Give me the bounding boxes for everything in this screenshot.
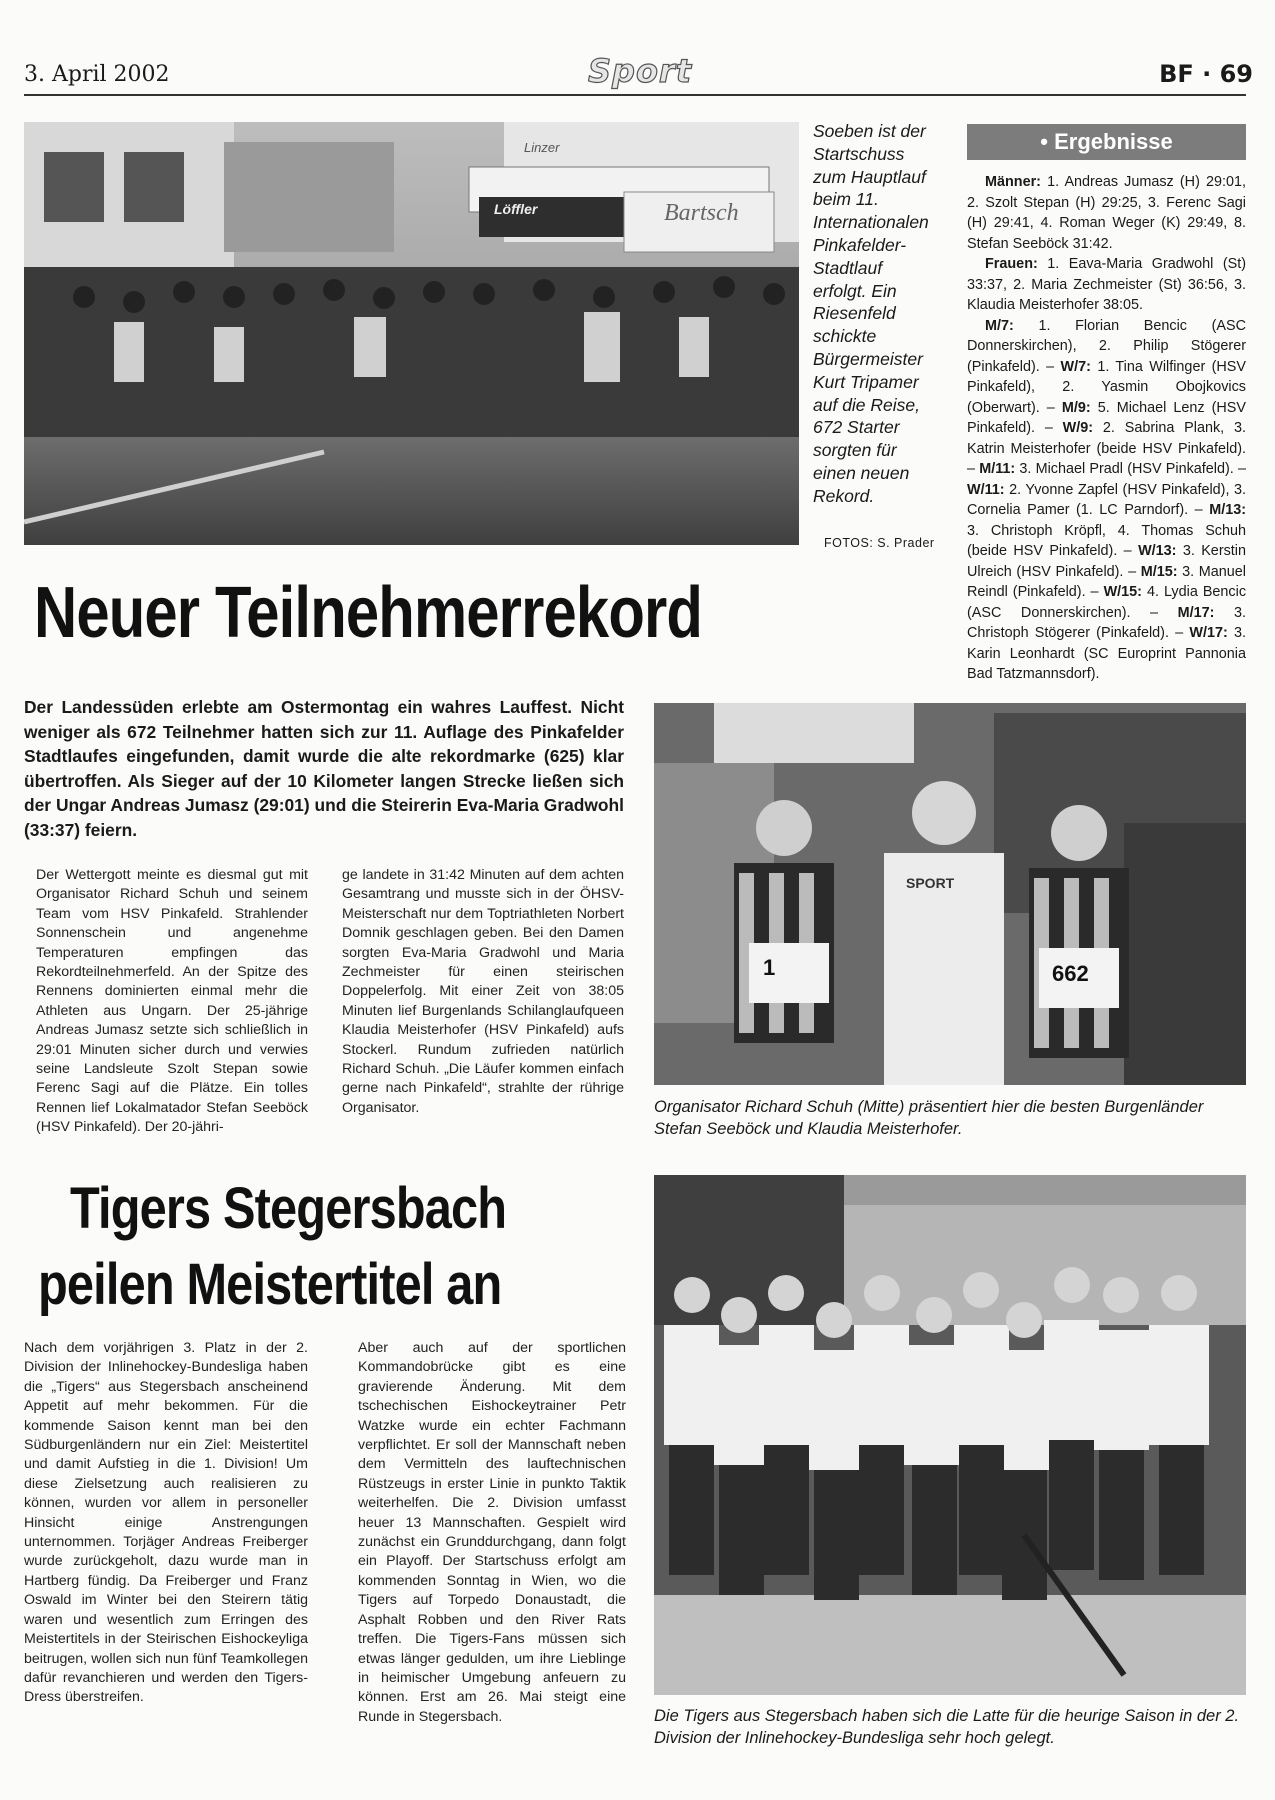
class-result: 3. Christoph Stögerer (Pinkafeld). – [967,604,1247,641]
class-label: M/9: [1061,399,1091,416]
shop-sign-text: Bartsch [664,200,739,226]
class-label: W/7: [1060,358,1091,375]
class-label: M/7: [985,317,1014,334]
results-heading: • Ergebnisse [967,124,1246,160]
class-result: 3. Michael Pradl (HSV Pinkafeld). – [1019,461,1246,477]
article1-column-1: Der Wettergott meinte es diesmal gut mit Organisator Richard Schuh und seinem Team vom HSV Pinkafeld. Strahlender Sonnenschein und angenehme Temperaturen empfingen das Rekordteilnehmerfeld. An der Spitze des Rennens dominierten einmal mehr die Athleten aus Ungarn. Der 25-jährige Andreas Jumasz setzte sich schließlich in 29:01 Minuten sicher durch und verwies seine Landsleute Szolt Stepan sowie Ferenc Sagi auf die Plätze. Ein tolles Rennen lief Lokalmatador Stefan Seeböck (HSV Pinkafeld). Der 20-jähri- [36,867,308,1136]
photo-credit: FOTOS: S. Prader [824,536,935,550]
photo1-caption: Soeben ist der Startschuss zum Hauptlauf beim 11. Internationalen Pinkafelder-Stadtlauf erfolgt. Ein Riesenfeld schickte Bürgermeister Kurt Tripamer auf die Reise, 672 Starter sorgten für einen neuen Rekord. [813,121,929,506]
results-men-label: Männer: [985,174,1041,190]
results-list [967,172,1246,685]
class-result: 5. Michael Lenz (HSV Pinkafeld). – [967,399,1247,436]
bib-number-left: 1 [763,955,776,980]
article1-lead: Der Landessüden erlebte am Ostermontag ein wahres Lauffest. Nicht weniger als 672 Teilnehmer hatten sich zur 11. Auflage des Pinkafelder Stadtlaufes eingefunden, damit wurde die alte rekordmarke (625) klar übertroffen. Als Sieger auf der 10 Kilometer langen Strecke ließen sich der Ungar Andreas Jumasz (29:01) und die Steirerin Eva-Maria Gradwohl (33:37) feiern. [24,697,624,840]
photo3-caption: Die Tigers aus Stegersbach haben sich die Latte für die heurige Saison in der 2. Division der Inlinehockey-Bundesliga sehr hoch gelegt. [654,1707,1240,1747]
class-result: 1. Florian Bencic (ASC Donnerskirchen), 2. Philip Stögerer (Pinkafeld). – [967,317,1247,375]
class-label: W/13: [1138,543,1177,559]
class-label: W/15: [1103,584,1142,600]
class-label: W/9: [1062,420,1094,436]
class-result: 3. Manuel Reindl (Pinkafeld). – [967,563,1246,600]
class-result: 3. Kerstin Ulreich (HSV Pinkafeld). – [967,543,1247,580]
article2-column-1: Nach dem vorjährigen 3. Platz in der 2. Division der Inlinehockey-Bundesliga haben die „Tigers“ aus Stegersbach anscheinend Appetit auf mehr bekommen. Für die kommende Saison kennt man bei den Südburgenländern nur ein Ziel: Meistertitel und damit Aufstieg in die 1. Division! Um diese Zielsetzung auch realisieren zu können, wurden vor allem in personeller Hinsicht einige Anstrengungen unternommen. Torjäger Andreas Freiberger wurde zurückgeholt, dazu wurde man in Hartberg fündig. Da Freiberger und Franz Oswald im Winter bei den Steirern tätig waren und wesentlich zum Erringen des Meistertitels in der Steirischen Eishockeyliga beitrugen, wollen sich nun fünf Teamkollegen dafür revanchieren und werden den Tigers-Dress überstreifen. [24,1340,308,1706]
class-label: M/17: [1177,604,1215,621]
results-men [967,172,1246,254]
results-women-label: Frauen: [985,256,1038,272]
results-women [967,254,1246,316]
class-label: W/11: [967,481,1005,498]
sponsor-banner-text: Löffler [494,201,538,217]
issue-date: 3. April 2002 [24,62,170,87]
article1-column-2: ge landete in 31:42 Minuten auf dem achten Gesamtrang und musste sich in der ÖHSV-Meisterschaft nur dem Toptriathleten Norbert Domnik geschlagen geben. Bei den Damen sorgten Eva-Maria Gradwohl und Maria Zechmeister für einen steirischen Doppelerfolg. Mit einer Zeit von 38:05 Minuten lief Burgenlands Schilanglaufqueen Klaudia Meisterhofer (HSV Pinkafeld) aufs Stockerl. Rundum zufrieden natürlich Richard Schuh. „Die Läufer kommen einfach gerne nach Pinkafeld“, strahlte der rührige Organisator. [342,867,624,1116]
class-result: 2. Yvonne Zapfel (HSV Pinkafeld), 3. Cornelia Pamer (1. LC Parndorf). – [967,481,1246,518]
winners-photo [654,703,1246,1085]
race-start-photo [24,122,799,545]
class-result: 3. Karin Leonhardt (SC Europrint Pannonia Bad Tatzmannsdorf). [967,625,1246,682]
class-label: M/13: [1209,502,1246,518]
results-men-text: 1. Andreas Jumasz (H) 29:01, 2. Szolt Stepan (H) 29:25, 3. Ferenc Sagi (H) 29:41, 4. Roman Weger (K) 29:49, 8. Stefan Seeböck 31:42. [967,174,1247,252]
team-photo [654,1175,1246,1695]
article2-headline-line1: Tigers Stegersbach [70,1176,507,1241]
class-result: 2. Sabrina Plank, 3. Katrin Meisterhofer (beide HSV Pinkafeld). – [967,420,1247,477]
page-number: BF · 69 [1159,60,1253,88]
article1-headline: Neuer Teilnehmerrekord [34,573,703,653]
class-label: W/17: [1189,625,1228,641]
article2-column-2: Aber auch auf der sportlichen Kommandobrücke gibt es eine gravierende Änderung. Mit dem tschechischen Eishockeytrainer Petr Watzke wurde ein echter Fachmann verpflichtet. Er soll der Mannschaft neben dem Vermitteln des lauftechnischen Rüstzeugs in erster Linie in punkto Taktik weiterhelfen. Die 2. Division umfasst heuer 13 Mannschaften. Gespielt wird zunächst ein Grunddurchgang, dann folgt ein Playoff. Der Startschuss erfolgt am kommenden Sonntag in Wien, wo die Tigers auf Torpedo Donaustadt, die Asphalt Robben und den River Rats treffen. Die Tigers-Fans müssen sich etwas länger gedulden, um ihre Lieblinge in heimischer Umgebung anfeuern zu können. Erst am 26. Mai steigt eine Runde in Stegersbach. [358,1340,626,1725]
class-result: 1. Tina Wilfinger (HSV Pinkafeld), 2. Yasmin Obojkovics (Oberwart). – [967,358,1246,416]
class-result: 3. Christoph Kröpfl, 4. Thomas Schuh (beide HSV Pinkafeld). – [967,522,1246,559]
class-label: M/11: [979,461,1016,477]
results-women-text: 1. Eava-Maria Gradwohl (St) 33:37, 2. Maria Zechmeister (St) 36:56, 3. Klaudia Meisterhofer 38:05. [967,256,1246,313]
class-label: M/15: [1140,563,1178,580]
results-classes [967,316,1246,685]
shirt-text: SPORT [906,875,955,891]
bib-number-right: 662 [1052,961,1089,986]
article2-headline-line2: peilen Meistertitel an [38,1252,502,1317]
class-result: 4. Lydia Bencic (ASC Donnerskirchen). – [967,584,1247,621]
section-title: Sport [587,52,692,90]
photo2-caption: Organisator Richard Schuh (Mitte) präsentiert hier die besten Burgenländer Stefan Seeböck und Klaudia Meisterhofer. [654,1098,1204,1138]
banner-text: Linzer [524,140,560,155]
header-rule [24,94,1246,96]
